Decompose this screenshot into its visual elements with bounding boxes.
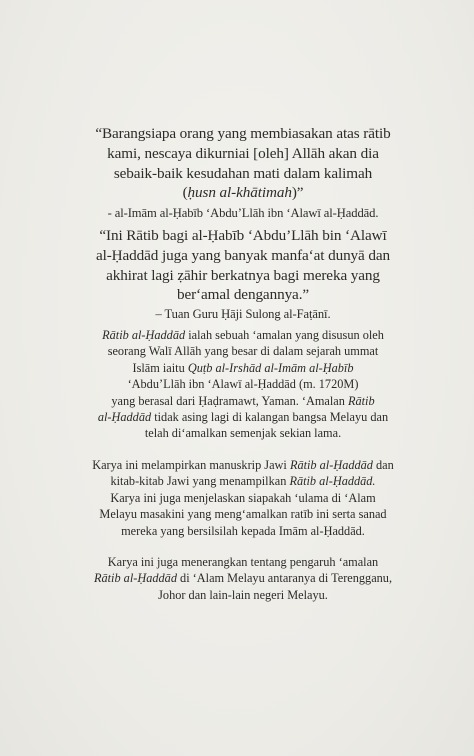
quote-line: sebaik-baik kesudahan mati dalam kalimah bbox=[113, 164, 373, 182]
para-line: ‘Abdu’Llāh ibn ‘Alawī al-Ḥaddād (m. 1720M) bbox=[127, 377, 359, 392]
title-italic: Rātib al-Ḥaddād. bbox=[289, 474, 376, 489]
text-span: ialah sebuah ‘amalan yang disusun oleh bbox=[185, 328, 384, 342]
para-line bbox=[70, 457, 416, 473]
quote-habib-abdullah bbox=[78, 124, 408, 222]
quote-line bbox=[78, 183, 408, 203]
title-italic: al-Ḥaddād bbox=[97, 410, 152, 425]
quote-attribution: - al-Imām al-Ḥabīb ‘Abdu’Llāh ibn ‘Alawī al-Ḥaddād. bbox=[107, 206, 379, 221]
para-line: telah di‘amalkan semenjak sekian lama. bbox=[144, 426, 342, 441]
description-paragraph bbox=[70, 554, 416, 603]
text-span: Islām iaitu bbox=[132, 360, 188, 375]
quote-attribution: – Tuan Guru Ḥāji Sulong al-Faṭānī. bbox=[155, 307, 331, 322]
para-line: Karya ini juga menjelaskan siapakah ‘ulama di ‘Alam bbox=[110, 490, 376, 505]
title-italic: Rātib al-Ḥaddād bbox=[289, 458, 373, 472]
text-span: Karya ini melampirkan manuskrip Jawi bbox=[92, 458, 290, 472]
quote-line: kami, nescaya dikurniai [oleh] Allāh akan dia bbox=[107, 144, 379, 162]
para-line bbox=[70, 393, 416, 409]
text-span: kitab-kitab Jawi yang menampilkan bbox=[110, 474, 290, 489]
para-line bbox=[70, 360, 416, 376]
para-line: Johor dan lain-lain negeri Melayu. bbox=[158, 587, 328, 602]
paren-open: ( bbox=[182, 184, 188, 202]
quote-line: “Ini Rātib bagi al-Ḥabīb ‘Abdu’Llāh bin ‘Alawī bbox=[99, 227, 387, 244]
para-line: Melayu masakini yang meng‘amalkan ratīb ini serta sanad bbox=[99, 507, 387, 522]
quote-term: ḥusn al-khātimah bbox=[187, 184, 292, 202]
title-italic: Rātib al-Ḥaddād bbox=[93, 571, 177, 586]
description-paragraph bbox=[70, 327, 416, 442]
para-line bbox=[70, 473, 416, 489]
text-span: tidak asing lagi di kalangan bangsa Melayu dan bbox=[151, 410, 389, 425]
para-line bbox=[70, 409, 416, 425]
quote-line: akhirat lagi ẓāhir berkatnya bagi mereka yang bbox=[106, 266, 380, 284]
title-italic: Quṭb al-Irshād al-Imām al-Ḥabīb bbox=[187, 360, 354, 375]
quote-tuan-guru bbox=[78, 226, 408, 323]
title-italic: Rātib bbox=[347, 393, 375, 408]
para-line bbox=[70, 570, 416, 586]
para-line: seorang Walī Allāh yang besar di dalam sejarah ummat bbox=[107, 344, 379, 359]
text-span: di ‘Alam Melayu antaranya di Terengganu, bbox=[176, 571, 393, 586]
description-paragraph bbox=[70, 457, 416, 539]
paren-close: )” bbox=[291, 184, 304, 202]
quote-line: ber‘amal dengannya.” bbox=[176, 286, 310, 304]
quote-line: “Barangsiapa orang yang membiasakan atas rātib bbox=[95, 125, 391, 142]
para-line: Karya ini juga menerangkan tentang pengaruh ‘amalan bbox=[107, 555, 379, 569]
title-italic: Rātib al-Ḥaddād bbox=[102, 328, 186, 342]
quote-line: al-Ḥaddād juga yang banyak manfa‘at dunyā dan bbox=[95, 246, 391, 264]
para-line: mereka yang bersilsilah kepada Imām al-Ḥaddād. bbox=[121, 523, 365, 538]
text-span: yang berasal dari Ḥaḍramawt, Yaman. ‘Amalan bbox=[111, 393, 345, 408]
para-line bbox=[70, 327, 416, 343]
text-span: dan bbox=[372, 458, 394, 472]
